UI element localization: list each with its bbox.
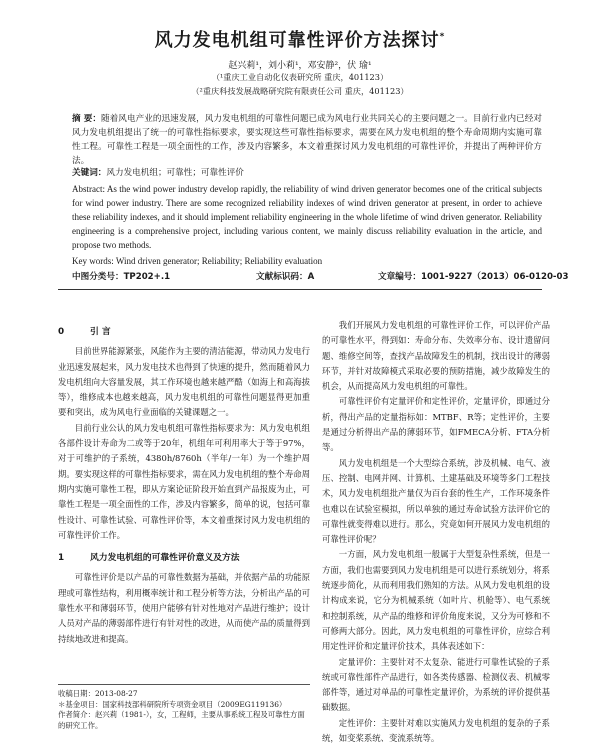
header-divider	[58, 289, 542, 290]
english-abstract	[72, 182, 542, 252]
paragraph: 可靠性评价有定量评价和定性评价，定量评价，即通过分析，得出产品的定量指标如：MTBF、R等；定性评价，主要是通过分析得出产品的薄弱环节，如FMECA分析、FTA分析等。	[322, 396, 550, 453]
paragraph: 定量评价：主要针对不太复杂、能进行可靠性试验的子系统或可靠性部件产品进行，如各类传感器、检测仪表、机械零部件等，通过对单品的可靠性定量评价，为系统的评价提供基础数据。	[322, 656, 550, 713]
paragraph: 可靠性评价是以产品的可靠性数据为基础，并依据产品的功能原理或可靠性结构，利用概率统计和工程分析等方法，分析出产品的可靠性水平和薄弱环节，使用户能够有针对性地对产品进行维护；设计人员对产品的薄弱部件进行有针对性的改进，从而使产品的质量得到持续地改进和提高。	[58, 572, 310, 644]
clc-number: 中图分类号：TP202+.1	[72, 272, 171, 282]
paragraph: 风力发电机组是一个大型综合系统，涉及机械、电气、液压、控制、电网并网、计算机、土建基础及环境等多门工程技术，风力发电机组批产量仅为百台套的性生产，工作环境条件也难以在试验室模拟，所以单独的通过寿命试验方法评价它的可靠性就变得难以进行。那么，究竟如何开展风力发电机组的可靠性评价呢？	[322, 457, 550, 545]
abstract-label: 摘 要：	[72, 114, 101, 124]
footnote	[58, 684, 310, 731]
paragraph: 定性评价：主要针对难以实施风力发电机组的复杂的子系统，如变桨系统、变流系统等。	[322, 717, 550, 744]
right-column	[322, 318, 550, 746]
chinese-keywords	[72, 166, 542, 180]
english-abstract-label: Abstract:	[72, 184, 107, 194]
chinese-abstract	[72, 112, 542, 168]
paragraph: 我们开展风力发电机组的可靠性评价工作，可以评价产品的可靠性水平，得到如：寿命分布、失效率分布、设计遗留问题、维修空间等，查找产品故障发生的机制，找出设计的薄弱环节，并针对故障模式采取必要的预防措施，减少故障发生的机会，从而提高风力发电机组的可靠性。	[322, 320, 550, 392]
affiliation-2: （²重庆科技发展战略研究院有限责任公司 重庆，401123）	[191, 86, 409, 96]
paragraph: 目前行业公认的风力发电机组可靠性指标要求为：风力发电机组各部件设计寿命为二或等于20年，机组年可利用率大于等于97%，对于可维护的子系统，4380h/8760h（半年/一年）为一个维护周期。要实现这样的可靠性指标要求，需在风力发电机组的整个寿命周期内实施可靠性工程，即从方案论证阶段开始直到产品报废为止，可靠性工程是一项全面性的工作，涉及内容繁多，简单的说，包括可靠性设计、可靠性试验、可靠性评价等，本文着重探讨风力发电机组的可靠性评价工作。	[58, 422, 310, 540]
author-list: 赵兴莉¹，刘小莉¹，邓安静²，伏 瑜¹	[228, 61, 372, 71]
paragraph: 目前世界能源紧张，风能作为主要的清洁能源，带动风力发电行业迅速发展起来，风力发电技术也得到了快速的提升，然而随着风力发电机组向大容量发展，其工作环境也越来越严酷（如海上和高海拔等），维修成本也越来越高，风力发电机组的可靠性问题显得更加重要和突出，成为风电行业面临的关键课题之一。	[58, 346, 310, 418]
section-title: 引 言	[90, 327, 111, 337]
keywords-label: 关键词：	[72, 168, 107, 178]
title-footnote-mark: *	[439, 32, 446, 42]
english-keywords-label: Key words:	[72, 256, 116, 266]
keywords-text: 风力发电机组；可靠性；可靠性评价	[106, 168, 244, 178]
received-date: 收稿日期：2013-08-27	[58, 689, 138, 698]
author-bio: 作者简介：赵兴莉（1981-），女，工程师，主要从事系统工程及可靠性方面的研究工作。	[58, 710, 305, 730]
document-code: 文献标识码：A	[256, 272, 315, 282]
section-number: 0	[58, 327, 65, 337]
affiliation-1: （¹重庆工业自动化仪表研究所 重庆，401123）	[211, 72, 389, 82]
section-title: 风力发电机组的可靠性评价意义及方法	[90, 553, 240, 564]
paragraph: 一方面，风力发电机组一般属于大型复杂性系统，但是一方面，我们也需要到风力发电机组是可以进行系统划分，将系统逐步简化，从而利用我们熟知的方法。从风力发电机组的设计构成来说，它分为机械系统（如叶片、机舱等）、电气系统和控制系统，从产品的维修和评价角度来说，又分为可修和不可修两大部分。因此，风力发电机组的可靠性评价，应综合利用定性评价和定量评价技术，具体表述如下：	[322, 549, 550, 652]
section-heading-intro	[58, 325, 310, 340]
english-keywords-text: Wind driven generator; Reliability; Reliability evaluation	[115, 256, 323, 266]
article-number: 文章编号：1001-9227（2013）06-0120-03	[378, 272, 569, 282]
english-keywords	[72, 254, 542, 268]
funding-note: ＊基金项目：国家科技部科研院所专项资金项目（2009EG119136）	[58, 699, 287, 709]
abstract-text: 随着风电产业的迅速发展，风力发电机组的可靠性问题已成为风电行业共同关心的主要问题之一。目前行业内已经对风力发电机组提出了统一的可靠性指标要求，要实现这些可靠性指标要求，需要在风力发电机组的整个寿命周期内实施可靠性工程。可靠性工程是一项全面性的工作，涉及内容繁多，本文着重探讨风力发电机组的可靠性评价，并提出了两种评价方法。	[72, 114, 542, 166]
section-number: 1	[58, 553, 65, 564]
paper-title	[0, 26, 600, 52]
section-heading-1	[58, 551, 310, 566]
english-abstract-text: As the wind power industry develop rapidly, the reliability of wind driven generator becomes one of the critical subjects for wind power industry. There are some recognized reliability indexes of wind driven generator at present, in order to achieve these reliability indexes, and it should implement reliability engineering in the whole lifetime of wind driven generator. Reliability engineering is a comprehensive project, including various content, we mainly discuss reliability evaluation in the article, and propose two methods.	[72, 184, 542, 250]
left-column	[58, 321, 310, 647]
paper-title-text: 风力发电机组可靠性评价方法探讨	[154, 30, 440, 51]
